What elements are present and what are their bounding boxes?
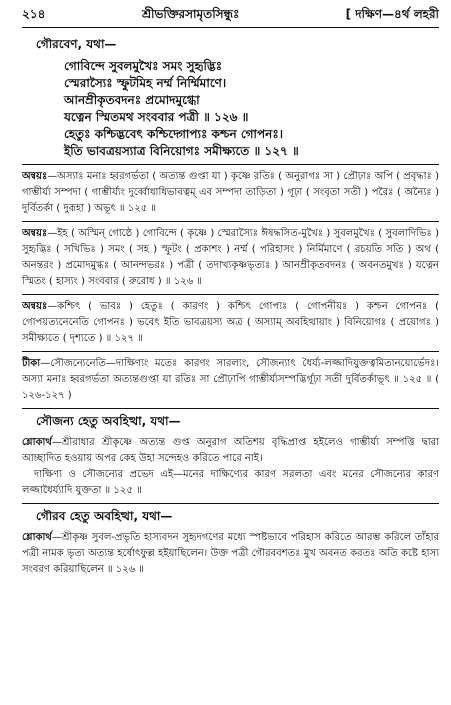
- verse-block: [64, 58, 439, 160]
- section-heading-gaurava-hetu: গৌরব হেতু অবহিত্থা, যথা—: [36, 509, 173, 523]
- explanation-paragraph: দাক্ষিণ্য ও সৌজন্যের প্রভেদ এই—মনের দাক্ষিণ্যের কারণ সরলতা এবং মনের সৌজন্যের কারণ লজ্জাধৈর্য্যাদি যুক্ততা ॥ ১২৫ ॥: [22, 469, 439, 496]
- anvaya-127: অন্বয়ঃ—কশ্চিৎ ( ভাবঃ ) হেতুঃ ( কারণং ) কশ্চিৎ গোপ্যঃ ( গোপনীয়ঃ ) কশ্চন গোপনঃ ( গোপয়ত্যনেনেতি গোপনঃ ) ভবেৎ ইতি ভাবত্রয়স্য অত্র ( অস্যাম্ অবহিত্থায়াং ) বিনিয়োগঃ ( প্রয়োগঃ ) সমীক্ষ্যতে ( দৃশ্যতে ) ॥ ১২৭ ॥: [22, 301, 439, 344]
- section-heading-saujanya: সৌজন্য হেতু অবহিত্থা, যথা—: [36, 414, 181, 428]
- section-label: [ দক্ষিণ—৪র্থ লহরী: [345, 7, 439, 21]
- anvaya-125: অন্বয়ঃ—অস্যাঃ মনাঃ হ্বরগর্ভতা ( অত্যন্ত গুপ্তা যা ) কৃষ্ণে রতিঃ ( অনুরাগঃ সা ) প্রৌঢ়াঃ অপি ( প্রবৃদ্ধাঃ ) গাম্ভীর্য্য সম্পদা ( গাম্ভীর্য্যং দুর্ব্বোধাধিভাবত্বম্ এব সম্পদা তাড়িতা ) গূঢ়া ( সংবৃতা সতী ) পরৈঃ ( অন্যৈঃ ) দুর্বিতর্কা ( দুরূহা ) অভূৎ ॥ ১২৫ ॥: [22, 171, 439, 214]
- tika-block: টীকা—সৌজন্যেনেতি—দাক্ষিণ্যং মতেঃ কারণং সারল্যং, সৌজন্যাৎ ধৈর্য্য-লজ্জাদিযুক্তত্বমিতানয়োর্ভেদঃ। অস্যা মনাঃ হ্বরগর্ভতা অত্যন্তগুপ্তা যা রতিঃ সা প্রৌঢ়াপি গাম্ভীর্য্যসম্পদ্ভির্গূঢ়া সতী দুর্বিতর্কাভূৎ ॥ ১২৫ ॥ ( ১২৬-১২৭ ): [22, 358, 439, 401]
- shlokartha-label: শ্লোকার্থ: [22, 437, 52, 448]
- header-rule: [22, 27, 439, 28]
- divider: [22, 294, 439, 295]
- anvaya-label: অন্বয়ঃ: [22, 171, 48, 182]
- verse-line: যত্নেন স্মিতমথ সংববার পত্রী ॥ ১২৬ ॥: [64, 110, 249, 124]
- page-number: ২১৪: [22, 7, 46, 21]
- shlokartha-126: শ্লোকার্থ—শ্রীকৃষ্ণ সুবল-প্রভৃতি হাস্যবদন সুহৃদগণের মধ্যে স্পষ্টভাবে পরিহাস করিতে আরম্ভ করিলে তাঁহার পত্রী নামক ভৃত্য অত্যন্ত হর্ষোৎফুল্ল হইয়াছিলেন। উক্ত পত্রী গৌরববশতঃ মুখ অবনত করতঃ অতি কষ্টে হাস্য সংবরণ করিয়াছিলেন ॥ ১২৬ ॥: [22, 532, 439, 575]
- divider: [22, 503, 439, 504]
- divider: [22, 351, 439, 352]
- book-title: শ্রীভক্তিরসামৃতসিন্ধুঃ: [142, 7, 240, 21]
- verse-line: গোবিন্দে সুবলমুখৈঃ সমং সুহৃদ্ভিঃ: [64, 59, 223, 73]
- anvaya-126: অন্বয়ঃ—ইহ ( অস্মিন্ গোষ্ঠে ) গোবিন্দে ( কৃষ্ণে ) স্মেরাস্যৈঃ ঈষদ্ধসিত-মুখৈঃ ) সুবলমুখৈঃ ( সুবলাদিভিঃ ) সুহৃদ্ভিঃ ( সখিভিঃ ) সমং ( সহ ) স্ফুটং ( প্রকাশং ) নর্ম্ম ( পরিহাসং ) নির্মিমাণে ( রচয়তি সতি ) অথ ( অনন্তরং ) প্রমোদমুগ্ধঃ ( আনন্দভরঃ ) পত্রী ( তদাখ্যকৃষ্ণভৃত্যঃ ) আনম্রীকৃতবদনঃ ( অবনতমুখঃ ) যত্নেন স্মিতং ( হাস্যং ) সংববার ( রুরোধ ) ॥ ১২৬ ॥: [22, 228, 439, 287]
- verse-line: স্মেরাস্যৈঃ স্ফুটমিহ নর্ম্ম নির্ম্মিমাণে।: [64, 76, 227, 90]
- anvaya-label: অন্বয়ঃ: [22, 228, 48, 239]
- verse-line: আনম্রীকৃতবদনঃ প্রমোদমুগ্ধো: [64, 93, 200, 107]
- shlokartha-label: শ্লোকার্থ: [22, 532, 52, 543]
- page-content: [22, 34, 439, 578]
- page-header: [22, 6, 439, 26]
- divider: [22, 408, 439, 409]
- tika-label: টীকা: [22, 358, 41, 369]
- divider: [22, 221, 439, 222]
- verse-line: ইতি ভাবত্রয়স্যাত্র বিনিয়োগঃ সমীক্ষ্যতে ॥ ১২৭ ॥: [64, 144, 299, 158]
- verse-line: হেতুঃ কশ্চিদ্ভবেৎ কশ্চিদ্গোপ্যঃ কশ্চন গোপনঃ।: [64, 127, 284, 141]
- section-heading-gaurava: গৌরবেণ, যথা—: [36, 37, 117, 51]
- shlokartha-125: শ্লোকার্থ—শ্রীরাধার শ্রীকৃষ্ণে অত্যন্ত গুপ্ত অনুরাগ অতিশয় বৃদ্ধিপ্রাপ্ত হইলেও গাম্ভীর্য্য সম্পত্তি দ্বারা আচ্ছাদিত হওয়ায় অপর কেহ উহা সন্দেহও করিতে পারে নাই।: [22, 437, 439, 464]
- divider: [22, 164, 439, 165]
- anvaya-label: অন্বয়ঃ: [22, 301, 48, 312]
